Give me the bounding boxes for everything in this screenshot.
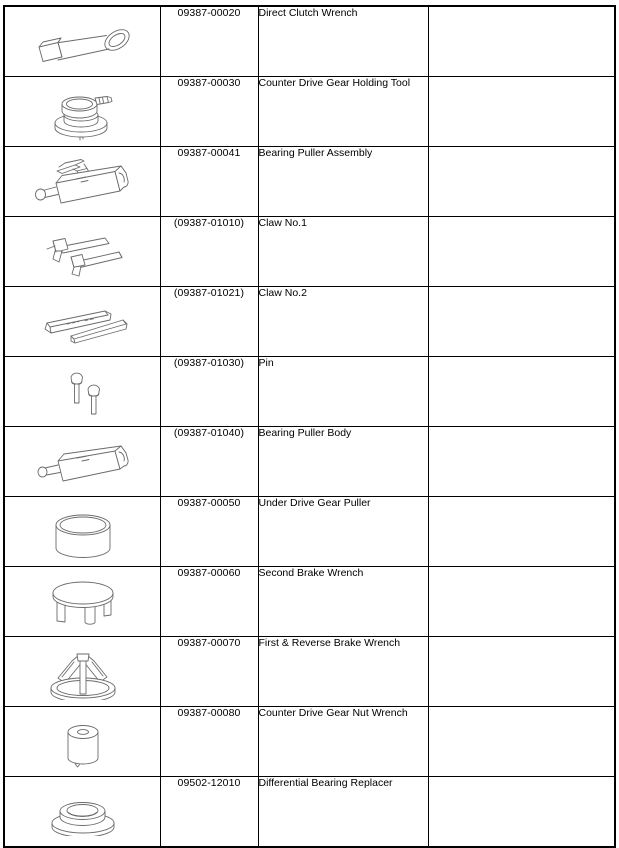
part-number-cell	[160, 77, 258, 147]
claw-no1-icon	[39, 229, 127, 279]
tool-name: Bearing Puller Assembly	[258, 147, 373, 159]
tool-name-cell	[258, 777, 428, 848]
tool-name-cell	[258, 637, 428, 707]
remarks-cell	[428, 77, 615, 147]
table-row	[4, 567, 615, 637]
remarks-cell	[428, 6, 615, 77]
part-number-cell	[160, 777, 258, 848]
part-number: 09387-00030	[177, 77, 241, 89]
tool-illustration-cell	[4, 777, 160, 848]
tool-name-cell	[258, 707, 428, 777]
pin-icon	[62, 368, 104, 420]
direct-clutch-wrench-icon	[31, 24, 135, 64]
part-number: (09387-01021)	[173, 287, 245, 299]
tool-name: First & Reverse Brake Wrench	[258, 637, 401, 649]
second-brake-wrench-icon	[44, 579, 122, 629]
tool-name-cell	[258, 357, 428, 427]
tool-illustration-cell	[4, 497, 160, 567]
tool-name-cell	[258, 6, 428, 77]
tool-name: Second Brake Wrench	[258, 567, 364, 579]
remarks-cell	[428, 707, 615, 777]
table-row	[4, 77, 615, 147]
remarks-cell	[428, 427, 615, 497]
part-number: 09387-00050	[177, 497, 241, 509]
part-number: 09387-00080	[177, 707, 241, 719]
part-number-cell	[160, 567, 258, 637]
tool-name: Bearing Puller Body	[258, 427, 352, 439]
tool-name-cell	[258, 147, 428, 217]
remarks-cell	[428, 357, 615, 427]
bearing-puller-assembly-icon	[29, 158, 137, 210]
tool-name: Under Drive Gear Puller	[258, 497, 371, 509]
remarks-cell	[428, 777, 615, 848]
table-row	[4, 777, 615, 848]
tool-name-cell	[258, 77, 428, 147]
tool-illustration-cell	[4, 427, 160, 497]
part-number-cell	[160, 637, 258, 707]
tool-name: Direct Clutch Wrench	[258, 7, 358, 19]
service-tools-table	[3, 5, 616, 848]
tool-name-cell	[258, 497, 428, 567]
table-row	[4, 427, 615, 497]
tool-name-cell	[258, 287, 428, 357]
part-number: 09387-00070	[177, 637, 241, 649]
table-row	[4, 497, 615, 567]
tool-illustration-cell	[4, 707, 160, 777]
tool-name: Claw No.2	[258, 287, 307, 299]
part-number: 09387-00060	[177, 567, 241, 579]
part-number: (09387-01010)	[173, 217, 245, 229]
table-row	[4, 147, 615, 217]
counter-drive-gear-nut-wrench-icon	[62, 720, 104, 768]
tool-illustration-cell	[4, 567, 160, 637]
tool-illustration-cell	[4, 217, 160, 287]
tool-illustration-cell	[4, 357, 160, 427]
under-drive-gear-puller-icon	[48, 510, 118, 558]
part-number-cell	[160, 287, 258, 357]
remarks-cell	[428, 287, 615, 357]
table-row	[4, 357, 615, 427]
part-number-cell	[160, 497, 258, 567]
tool-name-cell	[258, 217, 428, 287]
part-number: (09387-01030)	[173, 357, 245, 369]
part-number-cell	[160, 357, 258, 427]
remarks-cell	[428, 637, 615, 707]
tool-illustration-cell	[4, 637, 160, 707]
tool-name: Counter Drive Gear Nut Wrench	[258, 707, 408, 719]
remarks-cell	[428, 497, 615, 567]
table-row	[4, 637, 615, 707]
bearing-puller-body-icon	[33, 441, 133, 487]
remarks-cell	[428, 147, 615, 217]
table-row	[4, 217, 615, 287]
part-number-cell	[160, 707, 258, 777]
tool-name: Differential Bearing Replacer	[258, 777, 393, 789]
part-number: 09502-12010	[177, 777, 241, 789]
tool-illustration-cell	[4, 287, 160, 357]
tool-name-cell	[258, 567, 428, 637]
claw-no2-icon	[37, 303, 129, 345]
part-number-cell	[160, 6, 258, 77]
differential-bearing-replacer-icon	[44, 792, 122, 836]
first-reverse-brake-wrench-icon	[41, 648, 125, 700]
tool-name-cell	[258, 427, 428, 497]
tool-illustration-cell	[4, 6, 160, 77]
tool-illustration-cell	[4, 147, 160, 217]
tool-name: Counter Drive Gear Holding Tool	[258, 77, 411, 89]
part-number: (09387-01040)	[173, 427, 245, 439]
table-row	[4, 6, 615, 77]
counter-drive-gear-holding-tool-icon	[39, 87, 127, 141]
tool-illustration-cell	[4, 77, 160, 147]
table-row	[4, 287, 615, 357]
part-number: 09387-00041	[177, 147, 241, 159]
remarks-cell	[428, 217, 615, 287]
tool-name: Pin	[258, 357, 274, 369]
part-number-cell	[160, 147, 258, 217]
tool-name: Claw No.1	[258, 217, 307, 229]
part-number-cell	[160, 217, 258, 287]
part-number-cell	[160, 427, 258, 497]
part-number: 09387-00020	[177, 7, 241, 19]
remarks-cell	[428, 567, 615, 637]
table-row	[4, 707, 615, 777]
